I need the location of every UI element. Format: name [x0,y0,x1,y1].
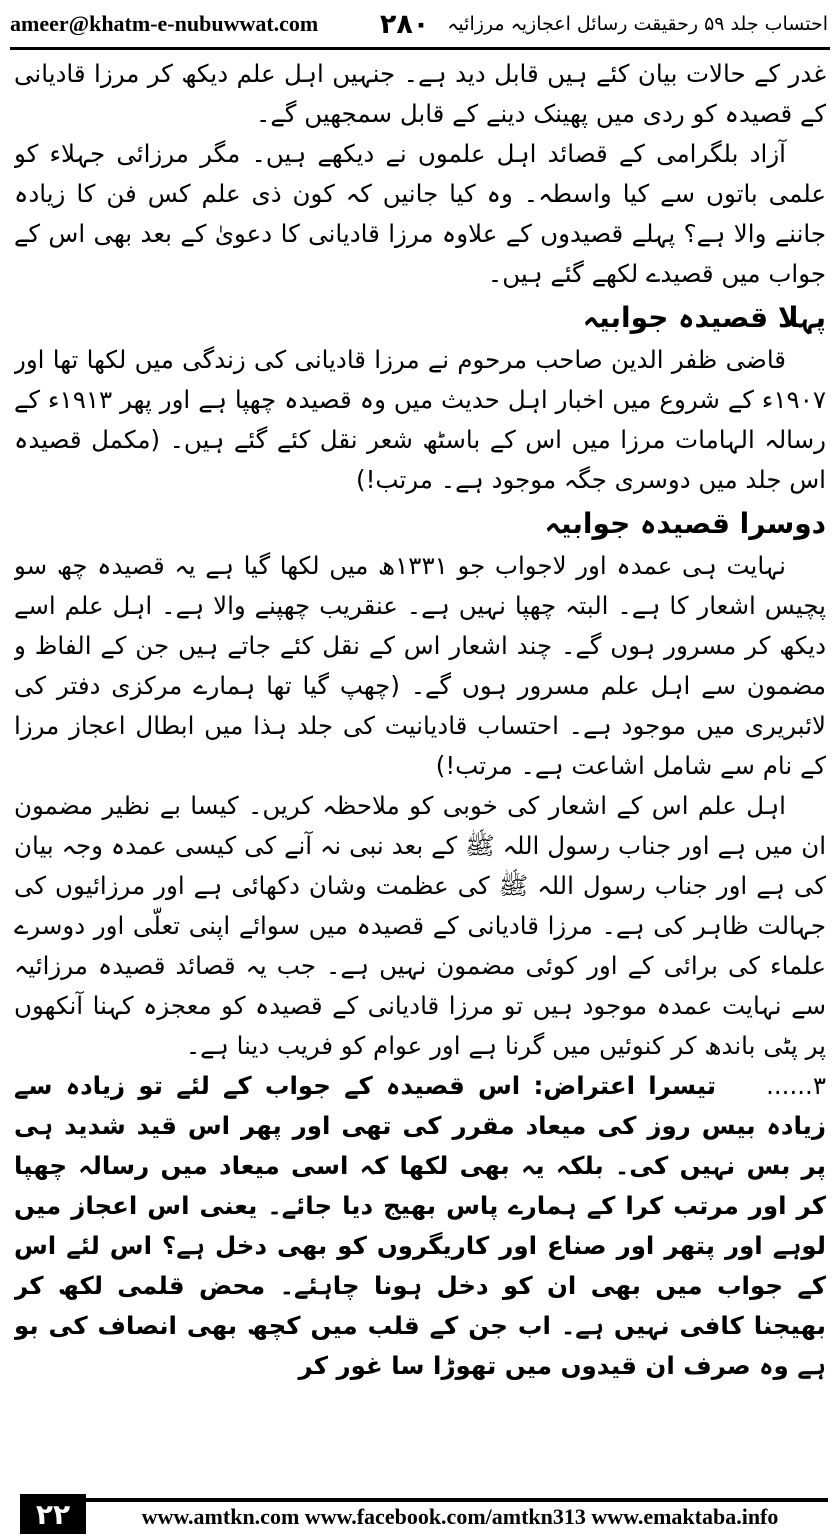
header-email: ameer@khatm-e-nubuwwat.com [10,11,319,36]
footer-divider [86,1498,828,1502]
paragraph: نہایت ہی عمدہ اور لاجواب جو ۱۳۳۱ھ میں لکھا گیا ہے یہ قصیدہ چھ سو پچیس اشعار کا ہے۔ البتہ چھپا نہیں ہے۔ عنقریب چھپنے والا ہے۔ اہل علم اسے دیکھ کر مسرور ہوں گے۔ چند اشعار اس کے نقل کئے جاتے ہیں جن کے الفاظ و مضمون سے اہل علم مسرور ہوں گے۔ (چھپ گیا تھا ہمارے مرکزی دفتر کی لائبریری میں موجود ہے۔ احتساب قادیانیت کی جلد ہذا میں ابطال اعجاز مرزا کے نام سے شامل اشاعت ہے۔ مرتب!) [14,551,826,780]
objection-number: ۳...... [766,1071,826,1100]
header-divider [10,47,830,50]
paragraph: اہل علم اس کے اشعار کی خوبی کو ملاحظہ کریں۔ کیسا بے نظیر مضمون ان میں ہے اور جناب رسول اللہ ﷺ کے بعد نبی نہ آنے کی کیسی عمدہ وجہ بیان کی ہے اور جناب رسول اللہ ﷺ کی عظمت وشان دکھائی ہے اور مرزائیوں کی جہالت ظاہر کی ہے۔ مرزا قادیانی کے قصیدہ میں سوائے اپنی تعلّی اور دوسرے علماء کی برائی کے اور کوئی مضمون نہیں ہے۔ جب یہ قصائد قصیدہ مرزائیہ سے نہایت عمدہ موجود ہیں تو مرزا قادیانی کے قصیدہ کو معجزہ کہنا آنکھوں پر پٹی باندھ کر کنوئیں میں گرنا ہے اور عوام کو فریب دینا ہے۔ [14,791,826,1060]
header-book-title: احتساب جلد ۵۹ رحقیقت رسائل اعجازیہ مرزائیہ [447,13,828,35]
objection-text: تیسرا اعتراض: اس قصیدہ کے جواب کے لئے تو زیادہ سے زیادہ بیس روز کی میعاد مقرر کی تھی اور پھر اس قید شدید ہی پر بس نہیں کی۔ بلکہ یہ بھی لکھا کہ اسی میعاد میں رسالہ چھپا کر اور مرتب کرا کے ہمارے پاس بھیج دیا جائے۔ یعنی اس اعجاز میں لوہے اور پتھر اور صناع اور کاریگروں کو بھی دخل ہے؟ اس لئے اس کے جواب میں بھی ان کو دخل ہونا چاہئے۔ محض قلمی لکھ کر بھیجنا کافی نہیں ہے۔ اب جن کے قلب میں کچھ بھی انصاف کی بو ہے وہ صرف ان قیدوں میں تھوڑا سا غور کر [14,1071,826,1380]
footer-urls: www.amtkn.com www.facebook.com/amtkn313 www.emaktaba.info [141,1504,779,1529]
section-heading: پہلا قصیدہ جوابیہ [582,301,826,334]
section-heading: دوسرا قصیدہ جوابیہ [544,507,826,540]
paragraph: غدر کے حالات بیان کئے ہیں قابل دید ہے۔ جنہیں اہل علم دیکھ کر مرزا قادیانی کے قصیدہ کو ردی میں پھینک دینے کے قابل سمجھیں گے۔ [14,59,826,128]
header-right-group [380,9,828,40]
page-body [14,54,826,1476]
page-header [10,2,828,46]
paragraph: قاضی ظفر الدین صاحب مرحوم نے مرزا قادیانی کی زندگی میں لکھا تھا اور ۱۹۰۷ء کے شروع میں اخبار اہل حدیث میں وہ قصیدہ چھپا ہے اور پھر ۱۹۱۳ء کے رسالہ الہامات مرزا میں اس کے باسٹھ شعر نقل کئے گئے ہیں۔ (مکمل قصیدہ اس جلد میں دوسری جگہ موجود ہے۔ مرتب!) [14,345,826,494]
header-page-number: ۲۸۰ [379,8,430,40]
page-footer [0,1486,840,1540]
footer-page-box: ۲۲ [20,1494,86,1534]
paragraph: آزاد بلگرامی کے قصائد اہل علموں نے دیکھے ہیں۔ مگر مرزائی جہلاء کو علمی باتوں سے کیا واسطہ۔ وہ کیا جانیں کہ کون ذی علم کس فن کا زیادہ جاننے والا ہے؟ پہلے قصیدوں کے علاوہ مرزا قادیانی کا دعویٰ کے بعد بھی اس کے جواب میں قصیدے لکھے گئے ہیں۔ [14,139,826,288]
objection-paragraph [14,1066,826,1386]
